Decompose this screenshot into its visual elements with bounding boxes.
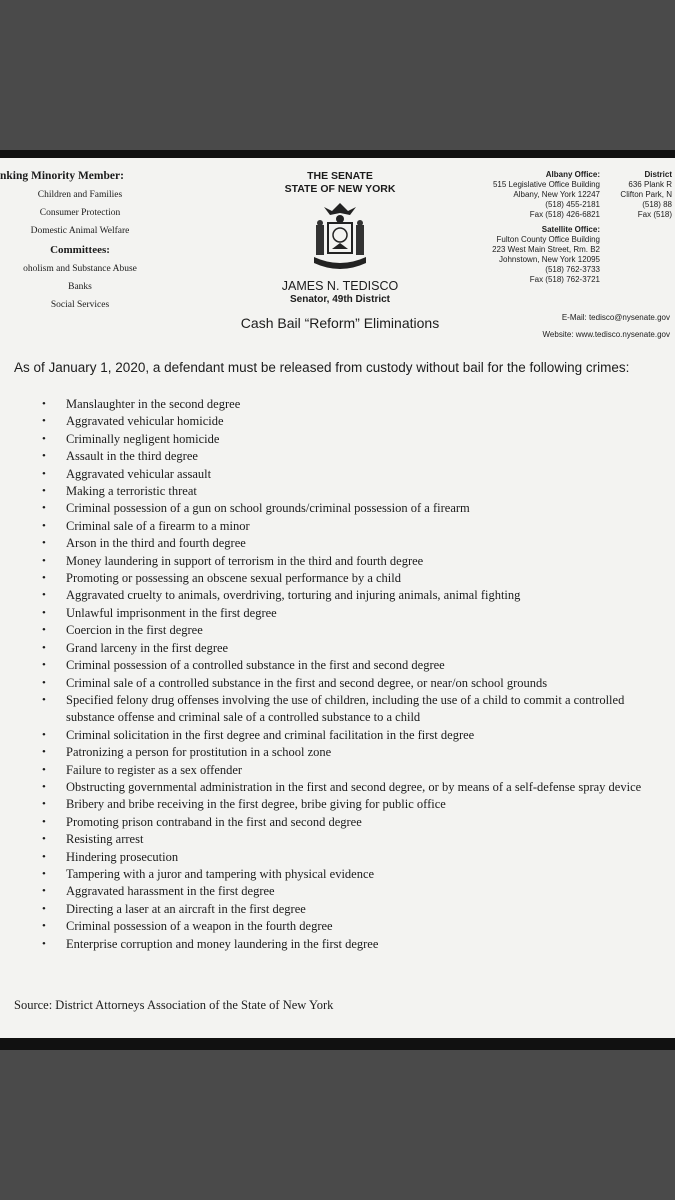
office-contacts xyxy=(455,170,600,290)
crime-list-item xyxy=(14,901,669,918)
crime-list-item xyxy=(14,883,669,900)
crime-list-item xyxy=(14,622,669,639)
crime-list-item xyxy=(14,500,669,517)
bottom-dark-band xyxy=(0,1050,675,1200)
crime-text: Arson in the third and fourth degree xyxy=(66,536,246,551)
crime-list xyxy=(14,396,669,953)
bullet-icon: • xyxy=(42,537,46,550)
bullet-icon: • xyxy=(42,659,46,672)
crime-list-item xyxy=(14,814,669,831)
crime-list-item xyxy=(14,535,669,552)
crime-list-item xyxy=(14,431,669,448)
document-page xyxy=(0,158,675,1038)
bullet-icon: • xyxy=(42,676,46,689)
satellite-office-line: Fax (518) 762-3721 xyxy=(529,275,600,284)
crime-list-item xyxy=(14,831,669,848)
committees-heading: Committees: xyxy=(50,244,110,256)
crime-text: Manslaughter in the second degree xyxy=(66,397,241,411)
crime-text: Aggravated harassment in the first degree xyxy=(66,884,275,899)
email-line: E-Mail: tedisco@nysenate.gov xyxy=(561,313,670,322)
crime-text: Bribery and bribe receiving in the first degree, bribe giving for public office xyxy=(66,797,446,812)
crime-text: Unlawful imprisonment in the first degree xyxy=(66,605,277,620)
crime-text: Criminal possession of a gun on school grounds/criminal possession of a firearm xyxy=(66,501,470,516)
committee-item: oholism and Substance Abuse xyxy=(23,264,137,274)
albany-office-heading: Albany Office: xyxy=(545,170,600,179)
crime-text: Promoting or possessing an obscene sexual performance by a child xyxy=(66,571,401,586)
bullet-icon: • xyxy=(42,693,46,706)
senator-name: JAMES N. TEDISCO xyxy=(281,279,399,293)
crime-text: Aggravated cruelty to animals, overdriving, torturing and injuring animals, animal fighting xyxy=(66,588,521,603)
district-office-line: 636 Plank R xyxy=(628,180,672,189)
crime-text: Directing a laser at an aircraft in the first degree xyxy=(66,901,306,916)
crime-list-item xyxy=(14,483,669,500)
senate-title: THE SENATE xyxy=(307,170,373,182)
bullet-icon: • xyxy=(42,467,46,480)
crime-text: Enterprise corruption and money laundering in the first degree xyxy=(66,936,379,951)
bullet-icon: • xyxy=(42,763,46,776)
district-office-heading: District xyxy=(644,170,672,179)
crime-text: Obstructing governmental administration in the first and second degree, or by means of a self-defense spray device xyxy=(66,779,642,794)
district-office-line: Fax (518) xyxy=(637,210,672,219)
crime-list-item xyxy=(14,936,669,953)
albany-office-line: Fax (518) 426-6821 xyxy=(529,210,600,219)
source-line: Source: District Attorneys Association of the State of New York xyxy=(14,998,334,1012)
district-office-line: Clifton Park, N xyxy=(620,190,672,199)
albany-office xyxy=(455,170,600,220)
bullet-icon: • xyxy=(42,554,46,567)
bullet-icon: • xyxy=(42,885,46,898)
crime-text: Criminal sale of a firearm to a minor xyxy=(66,518,250,533)
crime-list-item xyxy=(14,866,669,883)
bullet-icon: • xyxy=(42,641,46,654)
crime-list-item xyxy=(14,744,669,761)
senator-district: Senator, 49th District xyxy=(289,294,391,305)
crime-list-item xyxy=(14,466,669,483)
crime-text: Tampering with a juror and tampering with physical evidence xyxy=(66,866,375,881)
bullet-icon: • xyxy=(42,572,46,585)
bullet-icon: • xyxy=(42,606,46,619)
bullet-icon: • xyxy=(42,624,46,637)
website-line: Website: www.tedisco.nysenate.gov xyxy=(542,330,670,339)
crime-list-item xyxy=(14,727,669,744)
albany-office-line: 515 Legislative Office Building xyxy=(492,180,600,189)
crime-text: Criminally negligent homicide xyxy=(66,431,220,446)
bullet-icon: • xyxy=(42,867,46,880)
crime-text: Money laundering in support of terrorism in the third and fourth degree xyxy=(66,553,424,568)
new-york-state-seal-icon xyxy=(310,199,370,277)
bullet-icon: • xyxy=(42,815,46,828)
committee-item: Children and Families xyxy=(37,190,123,200)
crime-text: Criminal possession of a controlled substance in the first and second degree xyxy=(66,658,445,673)
document-title: Cash Bail “Reform” Eliminations xyxy=(240,315,440,331)
crime-list-item xyxy=(14,779,669,796)
bullet-icon: • xyxy=(42,780,46,793)
crime-list-item xyxy=(14,692,669,727)
committee-item: Social Services xyxy=(50,300,110,310)
state-title: STATE OF NEW YORK xyxy=(284,183,396,195)
crime-text: Grand larceny in the first degree xyxy=(66,640,229,655)
crime-list-item xyxy=(14,396,669,413)
committee-item: Consumer Protection xyxy=(39,208,121,218)
crime-text: Aggravated vehicular homicide xyxy=(66,414,224,429)
crime-text: Specified felony drug offenses involving the use of children, including the use of a child to commit a controlled substance offense and criminal sale of a controlled substance to a child xyxy=(66,692,625,725)
bullet-icon: • xyxy=(42,589,46,602)
crime-list-item xyxy=(14,849,669,866)
bullet-icon: • xyxy=(42,450,46,463)
bullet-icon: • xyxy=(42,833,46,846)
satellite-office-line: 223 West Main Street, Rm. B2 xyxy=(492,245,600,254)
crime-list-item xyxy=(14,587,669,604)
satellite-office-line: (518) 762-3733 xyxy=(545,265,600,274)
crime-text: Aggravated vehicular assault xyxy=(66,466,212,481)
satellite-office-line: Fulton County Office Building xyxy=(496,235,600,244)
crime-list-item xyxy=(14,796,669,813)
albany-office-line: Albany, New York 12247 xyxy=(513,190,600,199)
crime-text: Criminal solicitation in the first degree and criminal facilitation in the first degree xyxy=(66,727,475,742)
bullet-icon: • xyxy=(42,798,46,811)
crime-list-item xyxy=(14,762,669,779)
crime-list-item xyxy=(14,675,669,692)
crime-list-item xyxy=(14,918,669,935)
crime-list-item xyxy=(14,640,669,657)
bullet-icon: • xyxy=(42,937,46,950)
crime-text: Patronizing a person for prostitution in a school zone xyxy=(66,745,332,760)
crime-text: Failure to register as a sex offender xyxy=(66,762,243,777)
committee-item: Banks xyxy=(68,282,92,292)
crime-text: Criminal sale of a controlled substance in the first and second degree, or near/on school grounds xyxy=(66,675,548,690)
bullet-icon: • xyxy=(42,850,46,863)
bullet-icon: • xyxy=(42,398,46,410)
crime-text: Promoting prison contraband in the first and second degree xyxy=(66,814,362,829)
bullet-icon: • xyxy=(42,502,46,515)
crime-list-item xyxy=(14,605,669,622)
committee-list xyxy=(0,170,160,310)
crime-list-item xyxy=(14,570,669,587)
bullet-icon: • xyxy=(42,519,46,532)
bullet-icon: • xyxy=(42,485,46,498)
crime-text: Assault in the third degree xyxy=(66,449,198,464)
intro-paragraph: As of January 1, 2020, a defendant must be released from custody without bail for the following crimes: xyxy=(14,360,630,375)
satellite-office xyxy=(455,225,600,285)
bullet-icon: • xyxy=(42,728,46,741)
bullet-icon: • xyxy=(42,746,46,759)
crime-list-item xyxy=(14,657,669,674)
bullet-icon: • xyxy=(42,920,46,933)
ranking-member-heading: nking Minority Member: xyxy=(0,170,124,182)
bullet-icon: • xyxy=(42,902,46,915)
crime-list-item xyxy=(14,448,669,465)
satellite-office-line: Johnstown, New York 12095 xyxy=(499,255,600,264)
crime-text: Criminal possession of a weapon in the fourth degree xyxy=(66,919,333,934)
bullet-icon: • xyxy=(42,432,46,445)
albany-office-line: (518) 455-2181 xyxy=(545,200,600,209)
crime-list-item xyxy=(14,553,669,570)
top-photo-edge xyxy=(0,150,675,158)
crime-text: Resisting arrest xyxy=(66,832,144,847)
district-office-line: (518) 88 xyxy=(642,200,672,209)
letterhead-center xyxy=(215,170,465,331)
crime-list-item xyxy=(14,413,669,430)
top-dark-band xyxy=(0,0,675,150)
bottom-photo-edge xyxy=(0,1038,675,1050)
crime-text: Hindering prosecution xyxy=(66,849,179,864)
crime-text: Making a terroristic threat xyxy=(66,484,197,499)
district-office xyxy=(604,170,672,220)
crime-list-item xyxy=(14,518,669,535)
crime-text: Coercion in the first degree xyxy=(66,623,203,638)
committee-item: Domestic Animal Welfare xyxy=(30,226,130,236)
online-contacts xyxy=(470,312,670,340)
bullet-icon: • xyxy=(42,415,46,428)
satellite-office-heading: Satellite Office: xyxy=(541,225,600,234)
